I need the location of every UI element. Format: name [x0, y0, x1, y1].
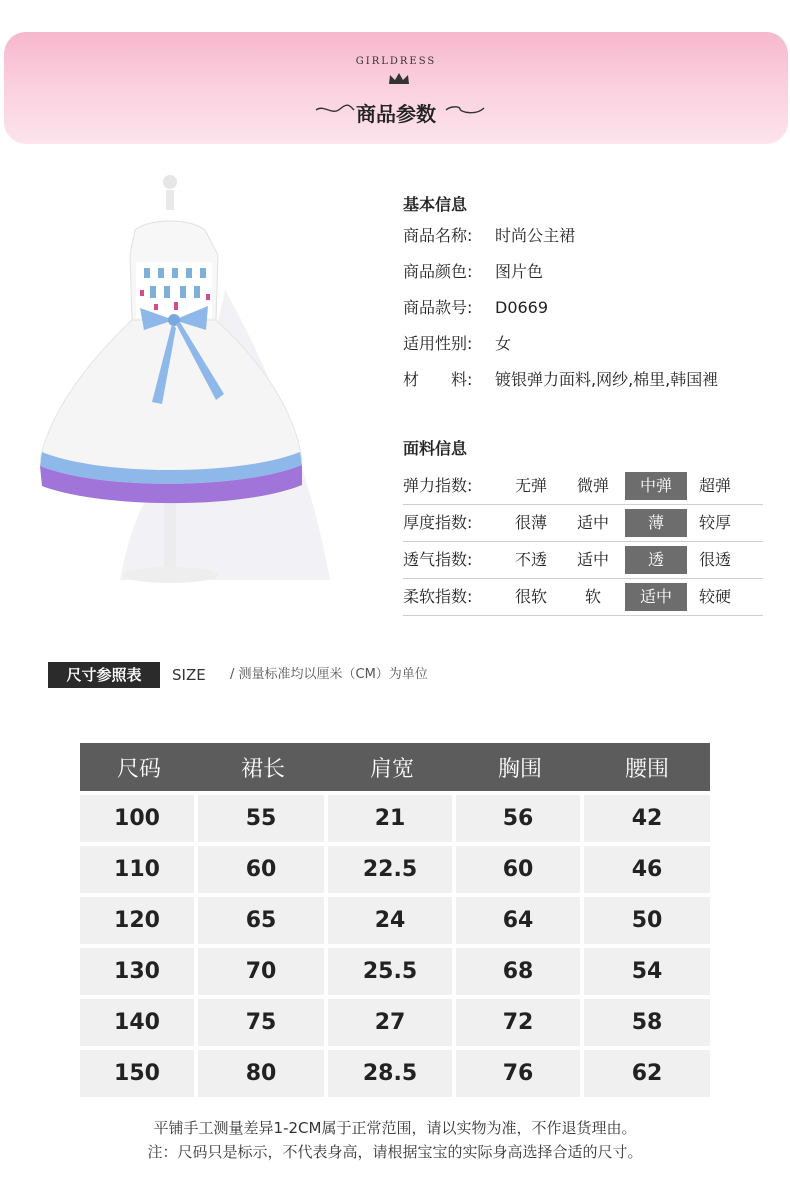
fabric-option-selected: 适中	[625, 583, 687, 611]
info-value: 时尚公主裙	[495, 226, 576, 245]
fabric-option: 超弹	[698, 476, 731, 495]
info-row-color	[403, 254, 773, 290]
table-row	[80, 944, 710, 995]
info-label: 商品款号:	[403, 298, 473, 317]
table-cell: 80	[198, 1046, 328, 1097]
table-cell: 50	[584, 893, 710, 944]
fabric-row-label: 透气指数:	[403, 550, 473, 569]
table-cell: 130	[80, 944, 198, 995]
table-cell: 28.5	[328, 1046, 456, 1097]
info-value: 镀银弹力面料,网纱,棉里,韩国裡	[495, 370, 719, 389]
size-unit-note: / 测量标准均以厘米（CM）为单位	[230, 667, 428, 682]
fabric-option: 很软	[514, 587, 547, 606]
info-value: 图片色	[495, 262, 544, 281]
info-row-name	[403, 218, 773, 254]
fabric-option: 软	[584, 587, 601, 606]
fabric-option-selected: 薄	[625, 509, 687, 537]
fabric-option: 很透	[698, 550, 731, 569]
fabric-option-selected: 透	[625, 546, 687, 574]
brand-text: GIRLDRESS	[355, 56, 437, 67]
size-label: SIZE	[172, 666, 206, 684]
info-value: D0669	[495, 298, 549, 317]
info-row-style-number	[403, 290, 773, 326]
header-banner	[4, 32, 788, 144]
table-cell: 60	[456, 842, 584, 893]
table-cell: 64	[456, 893, 584, 944]
info-value: 女	[495, 334, 512, 353]
basic-info-section	[403, 192, 773, 398]
column-header: 肩宽	[328, 743, 456, 791]
fabric-row	[403, 468, 763, 505]
table-cell: 110	[80, 842, 198, 893]
column-header: 胸围	[456, 743, 584, 791]
info-row-gender	[403, 326, 773, 362]
table-cell: 68	[456, 944, 584, 995]
info-label: 适用性别:	[403, 334, 473, 353]
table-cell: 55	[198, 791, 328, 842]
crown-icon	[387, 72, 411, 86]
table-cell: 24	[328, 893, 456, 944]
table-row	[80, 995, 710, 1046]
size-chart-tag: 尺寸参照表	[48, 662, 160, 688]
size-table	[80, 743, 710, 1097]
fabric-option-selected: 中弹	[625, 472, 687, 500]
fabric-option: 适中	[576, 513, 609, 532]
fabric-option: 适中	[576, 550, 609, 569]
info-label: 商品名称:	[403, 226, 473, 245]
info-label: 商品颜色:	[403, 262, 473, 281]
fabric-option: 无弹	[514, 476, 547, 495]
table-cell: 42	[584, 791, 710, 842]
fabric-info-heading: 面料信息	[403, 439, 468, 458]
table-cell: 76	[456, 1046, 584, 1097]
fabric-option: 不透	[514, 550, 547, 569]
table-row	[80, 1046, 710, 1097]
info-row-material	[403, 362, 773, 398]
table-cell: 65	[198, 893, 328, 944]
fabric-row	[403, 579, 763, 616]
table-row	[80, 842, 710, 893]
page-title: 商品参数	[356, 102, 436, 126]
fabric-row	[403, 505, 763, 542]
fabric-option: 微弹	[576, 476, 609, 495]
fabric-row-label: 厚度指数:	[403, 513, 473, 532]
table-cell: 22.5	[328, 842, 456, 893]
footnote-measurement: 平铺手工测量差异1-2CM属于正常范围，请以实物为准，不作退货理由。	[153, 1119, 637, 1137]
table-cell: 120	[80, 893, 198, 944]
fabric-option: 较硬	[698, 587, 731, 606]
table-cell: 54	[584, 944, 710, 995]
table-cell: 25.5	[328, 944, 456, 995]
table-cell: 58	[584, 995, 710, 1046]
fabric-option: 较厚	[698, 513, 731, 532]
fabric-row-label: 弹力指数:	[403, 476, 473, 495]
basic-info-heading: 基本信息	[403, 195, 468, 214]
right-swirl-icon	[444, 102, 486, 116]
fabric-option: 很薄	[514, 513, 547, 532]
product-image	[40, 170, 340, 590]
table-cell: 56	[456, 791, 584, 842]
table-row	[80, 791, 710, 842]
column-header: 腰围	[584, 743, 710, 791]
info-label: 材 料:	[403, 370, 473, 389]
size-table-header-row	[80, 743, 710, 791]
table-cell: 62	[584, 1046, 710, 1097]
table-cell: 60	[198, 842, 328, 893]
footnote-size-notice: 注：尺码只是标示，不代表身高，请根据宝宝的实际身高选择合适的尺寸。	[147, 1143, 643, 1161]
table-cell: 46	[584, 842, 710, 893]
table-cell: 140	[80, 995, 198, 1046]
table-cell: 150	[80, 1046, 198, 1097]
fabric-row	[403, 542, 763, 579]
table-cell: 72	[456, 995, 584, 1046]
table-cell: 27	[328, 995, 456, 1046]
table-row	[80, 893, 710, 944]
column-header: 裙长	[198, 743, 328, 791]
fabric-info-section	[403, 436, 763, 616]
table-cell: 70	[198, 944, 328, 995]
fabric-row-label: 柔软指数:	[403, 587, 473, 606]
column-header: 尺码	[80, 743, 198, 791]
table-cell: 100	[80, 791, 198, 842]
table-cell: 75	[198, 995, 328, 1046]
table-cell: 21	[328, 791, 456, 842]
